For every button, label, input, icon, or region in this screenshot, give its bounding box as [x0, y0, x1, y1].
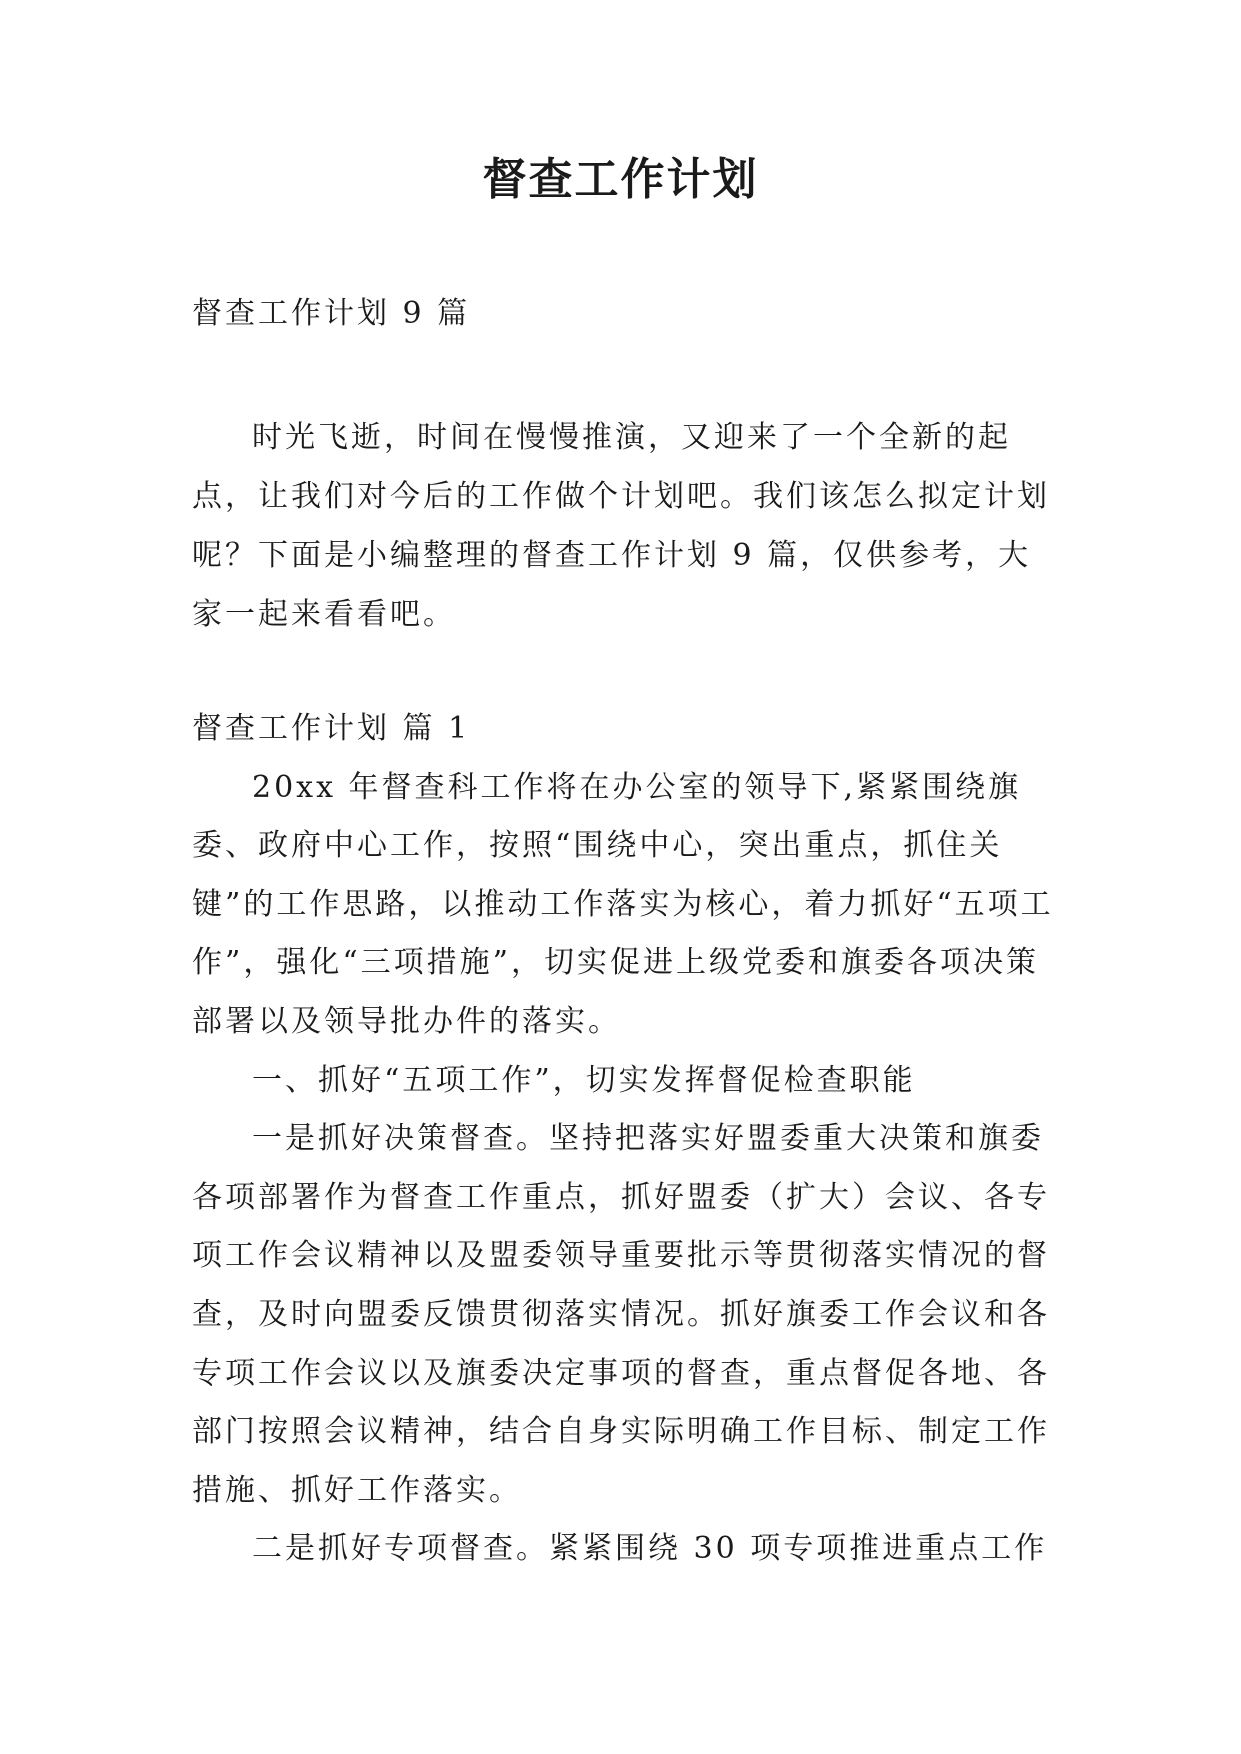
section-heading: 督查工作计划 篇 1 — [192, 711, 471, 746]
intro-paragraph: 时光飞逝，时间在慢慢推演，又迎来了一个全新的起点，让我们对今后的工作做个计划吧。我们该怎么拟定计划呢？下面是小编整理的督查工作计划 9 篇，仅供参考，大家一起来看看吧。 — [192, 420, 1050, 632]
section-paragraph: 20xx 年督查科工作将在办公室的领导下,紧紧围绕旗委、政府中心工作，按照“围绕中心，突出重点，抓住关键”的工作思路，以推动工作落实为核心，着力抓好“五项工作”，强化“三项措施”，切实促进上级党委和旗委各项决策部署以及领导批办件的落实。 — [192, 769, 1054, 1039]
document-subtitle: 督查工作计划 9 篇 — [192, 296, 471, 331]
section-subheading: 一、抓好“五项工作”，切实发挥督促检查职能 — [252, 1062, 916, 1098]
section-1 — [192, 700, 1062, 1579]
document-title: 督查工作计划 — [482, 154, 759, 205]
section-paragraph: 一是抓好决策督查。坚持把落实好盟委重大决策和旗委各项部署作为督查工作重点，抓好盟委（扩大）会议、各专项工作会议精神以及盟委领导重要批示等贯彻落实情况的督查，及时向盟委反馈贯彻落实情况。抓好旗委工作会议和各专项工作会议以及旗委决定事项的督查，重点督促各地、各部门按照会议精神，结合自身实际明确工作目标、制定工作措施、抓好工作落实。 — [192, 1121, 1050, 1508]
section-paragraph: 二是抓好专项督查。紧紧围绕 30 项专项推进重点工作 — [252, 1531, 1048, 1567]
